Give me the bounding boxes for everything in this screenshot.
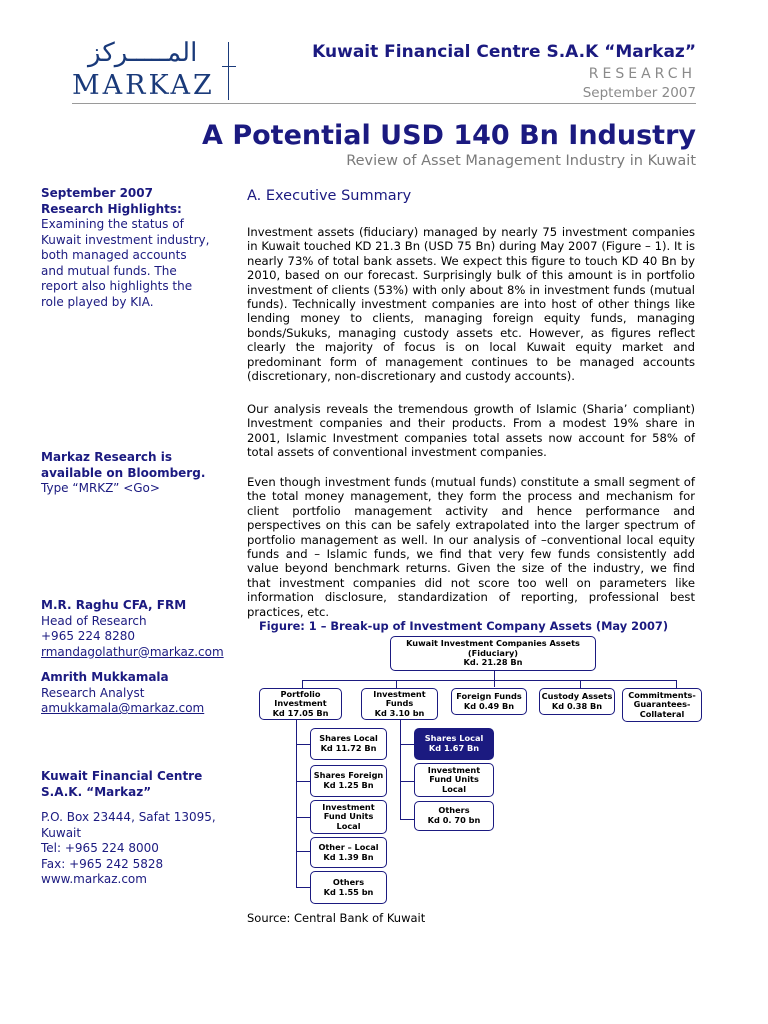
contact1-name: M.R. Raghu CFA, FRM [41,598,187,612]
chart-p-shares-local: Shares Local Kd 11.72 Bn [310,728,387,760]
contact2-name: Amrith Mukkamala [41,670,169,684]
page-subtitle: Review of Asset Management Industry in Kuwait [346,153,696,169]
chart-p-shares-foreign: Shares Foreign Kd 1.25 Bn [310,765,387,797]
contact2-email-link[interactable]: amukkamala@markaz.com [41,701,205,715]
page-title: A Potential USD 140 Bn Industry [202,120,696,151]
chart-foreign: Foreign Funds Kd 0.49 Bn [451,688,527,715]
sidebar-date: September 2007 [41,186,153,200]
research-label: RESEARCH [588,66,696,82]
contact1-email-link[interactable]: rmandagolathur@markaz.com [41,644,224,659]
header-rule [72,103,696,104]
company-contact [41,769,231,888]
org-name2: S.A.K. “Markaz” [41,784,152,799]
contact2-title: Research Analyst [41,685,145,700]
sidebar-highlights [41,186,231,310]
tel: Tel: +965 224 8000 [41,841,159,855]
figure-title: Figure: 1 – Break-up of Investment Company Assets (May 2007) [259,619,669,633]
chart-p-other-local: Other – Local Kd 1.39 Bn [310,837,387,868]
bloomberg-type: Type “MRKZ” <Go> [41,481,160,495]
chart-funds: Investment Funds Kd 3.10 bn [361,688,438,720]
logo-arabic: المـــــركز [88,38,198,68]
chart-custody: Custody Assets Kd 0.38 Bn [539,688,615,715]
chart-commitments: Commitments- Guarantees- Collateral [622,688,702,722]
paragraph-3: Even though investment funds (mutual funds) constitute a small segment of the total money management, they form the process and mechanism for client portfolio management activity and hence performance and perspectives on this can be safely extrapolated into the larger spectrum of portfolio management as well. In our analysis of –conventional local equity funds and – Islamic funds, we find that very few funds consistently add value beyond benchmark returns. Given the size of the industry, we find that investment companies did not score too well on parameters like information disclosure, standardization of reporting, professional best practices, etc. [247,475,695,619]
fax: Fax: +965 242 5828 [41,856,164,871]
contact-raghu [41,598,231,660]
chart-p-others: Others Kd 1.55 bn [310,871,387,904]
header-date: September 2007 [582,85,696,101]
highlights-label: Research Highlights: [41,201,182,216]
chart-portfolio: Portfolio Investment Kd 17.05 Bn [259,688,342,720]
logo-divider [228,42,229,100]
contact1-title: Head of Research [41,613,147,628]
paragraph-2: Our analysis reveals the tremendous growth of Islamic (Sharia’ compliant) Investment companies and their products. From a modest 19% share in 2001, Islamic Investment companies total assets now account for 58% of total assets of conventional investment companies. [247,402,695,460]
bloomberg-line1: Markaz Research is [41,450,172,464]
paragraph-1: Investment assets (fiduciary) managed by nearly 75 investment companies in Kuwait touched KD 21.3 Bn (USD 75 Bn) during May 2007 (Figure – 1). It is nearly 73% of total bank assets. We expect this figure to touch KD 40 Bn by 2010, based on our forecast. Surprisingly bulk of this amount is in portfolio investment of clients (53%) with only about 8% in investment funds (mutual funds). Technically investment companies are into host of other things like lending money to clients, managing foreign equity funds, managing bonds/Sukuks, managing custody assets etc. However, as figures reflect clearly the majority of focus is on local Kuwait equity market and predominant form of management continues to be managed accounts (discretionary, non-discretionary and custody accounts). [247,225,695,384]
website-link[interactable]: www.markaz.com [41,872,147,886]
address-line1: P.O. Box 23444, Safat 13095, [41,810,216,824]
highlights-text: Examining the status of Kuwait investment industry, both managed accounts and mutual funds. The report also highlights the role played by KIA. [41,217,210,309]
figure-source: Source: Central Bank of Kuwait [247,911,426,925]
chart-f-shares-local: Shares Local Kd 1.67 Bn [414,728,494,760]
chart-f-fund-units: Investment Fund Units Local [414,763,494,797]
org-name1: Kuwait Financial Centre [41,769,203,783]
contact-mukkamala [41,670,231,717]
logo-latin: MARKAZ [72,70,215,101]
logo-crossbar [222,66,236,67]
address-line2: Kuwait [41,825,82,840]
contact1-phone: +965 224 8280 [41,629,136,643]
chart-p-fund-units: Investment Fund Units Local [310,800,387,834]
chart-f-others: Others Kd 0. 70 bn [414,801,494,831]
section-heading: A. Executive Summary [247,188,412,204]
company-name: Kuwait Financial Centre S.A.K “Markaz” [312,42,696,62]
bloomberg-line2: available on Bloomberg. [41,465,206,480]
chart-root: Kuwait Investment Companies Assets (Fiduciary) Kd. 21.28 Bn [390,636,596,671]
sidebar-bloomberg [41,450,231,497]
